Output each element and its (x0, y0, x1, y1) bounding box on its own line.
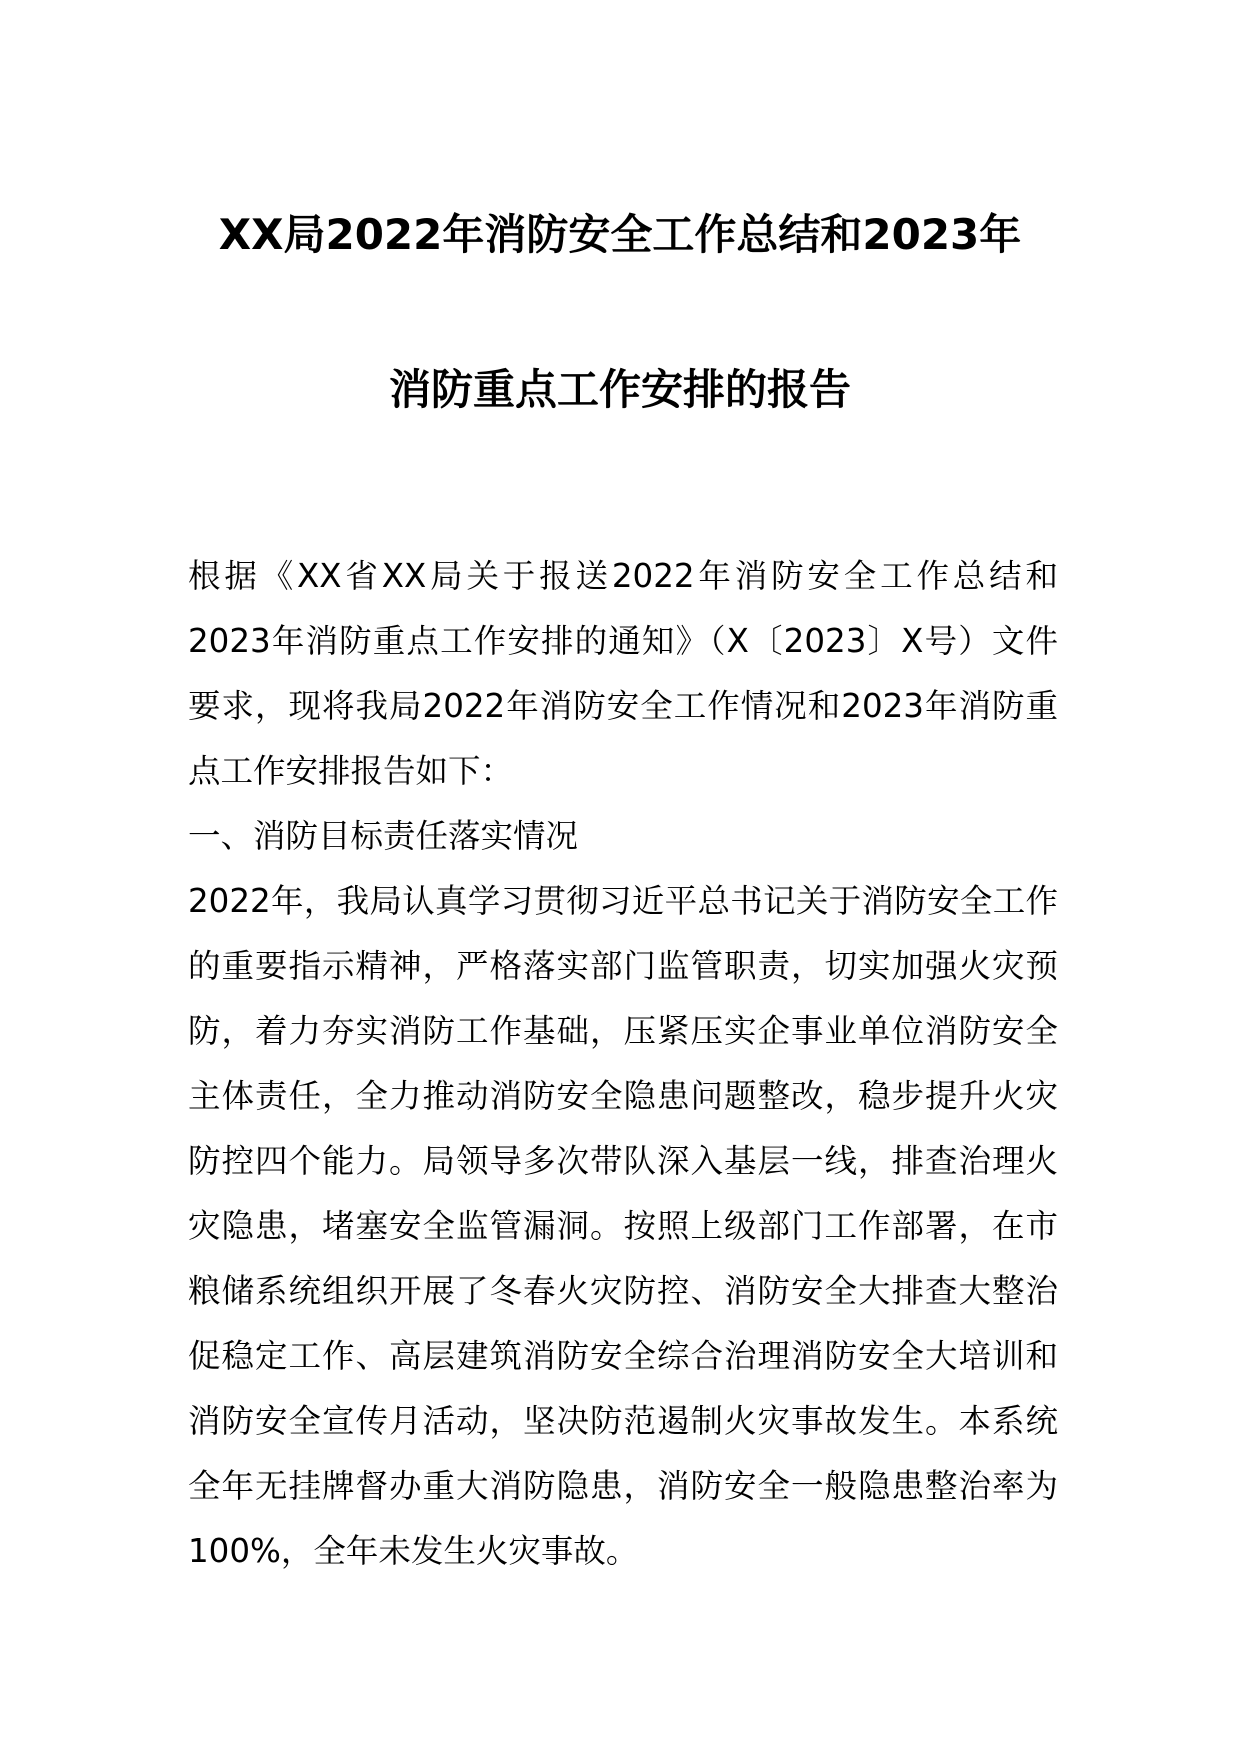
document-title-line-1: XX局2022年消防安全工作总结和2023年 (218, 210, 1022, 259)
intro-paragraph: 根据《XX省XX局关于报送2022年消防安全工作总结和2023年消防重点工作安排的通知》（X〔2023〕X号）文件要求，现将我局2022年消防安全工作情况和2023年消防重点工作安排报告如下： (188, 557, 1058, 790)
section-heading: 一、消防目标责任落实情况 (188, 817, 579, 855)
body-paragraph: 2022年，我局认真学习贯彻习近平总书记关于消防安全工作的重要指示精神，严格落实部门监管职责，切实加强火灾预防，着力夯实消防工作基础，压紧压实企事业单位消防安全主体责任，全力推动消防安全隐患问题整改，稳步提升火灾防控四个能力。局领导多次带队深入基层一线，排查治理火灾隐患，堵塞安全监管漏洞。按照上级部门工作部署，在市粮储系统组织开展了冬春火灾防控、消防安全大排查大整治促稳定工作、高层建筑消防安全综合治理消防安全大培训和消防安全宣传月活动，坚决防范遏制火灾事故发生。本系统全年无挂牌督办重大消防隐患，消防安全一般隐患整治率为100%，全年未发生火灾事故。 (188, 882, 1058, 1570)
document-body (188, 544, 1058, 1584)
document-title-line-2: 消防重点工作安排的报告 (388, 365, 851, 414)
